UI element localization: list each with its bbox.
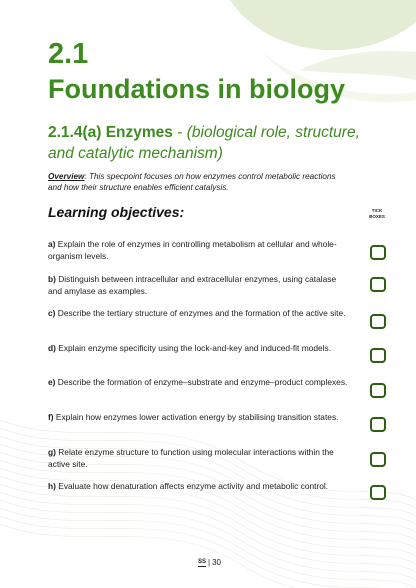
objective-f (48, 411, 348, 423)
tick-box-e[interactable] (370, 383, 386, 398)
objective-label: e) (48, 377, 56, 387)
page-footer (198, 558, 221, 567)
objective-text: Explain how enzymes lower activation energy by stabilising transition states. (53, 412, 339, 422)
subheading-separator: - (172, 124, 187, 141)
objective-label: f) (48, 412, 54, 422)
objective-c (48, 307, 348, 319)
specpoint-description: (biological role, structure, and catalytic mechanism) (48, 124, 360, 162)
overview-label: Overview (48, 172, 85, 181)
section-number: 2.1 (48, 38, 89, 70)
objective-text: Explain the role of enzymes in controlling metabolism at cellular and whole-organism levels. (48, 239, 337, 261)
objective-a (48, 238, 348, 262)
objective-text: Relate enzyme structure to function using molecular interactions within the active site. (48, 447, 334, 469)
objective-d (48, 342, 348, 354)
objective-b (48, 273, 348, 297)
objective-text: Evaluate how denaturation affects enzyme activity and metabolic control. (55, 481, 329, 491)
tick-box-c[interactable] (370, 314, 386, 329)
objective-text: Describe the tertiary structure of enzymes and the formation of the active site. (55, 308, 346, 318)
footer-divider: | (208, 558, 211, 567)
brand-logo: SS (198, 558, 207, 565)
objective-e (48, 376, 348, 388)
tick-box-a[interactable] (370, 245, 386, 260)
objective-label: b) (48, 274, 56, 284)
tick-box-f[interactable] (370, 417, 386, 432)
tick-box-h[interactable] (370, 485, 386, 500)
objective-label: a) (48, 239, 56, 249)
tick-box-d[interactable] (370, 348, 386, 363)
tick-box-b[interactable] (370, 277, 386, 292)
objective-h (48, 480, 348, 492)
page-number: 30 (212, 558, 221, 567)
learning-objectives-heading: Learning objectives: (48, 204, 185, 220)
objective-label: c) (48, 308, 56, 318)
objective-text: Distinguish between intracellular and extracellular enzymes, using catalase and amylase as examples. (48, 274, 337, 296)
specpoint-code: 2.1.4(a) Enzymes (48, 124, 173, 141)
objective-label: d) (48, 343, 56, 353)
objective-label: g) (48, 447, 56, 457)
tick-boxes-header: TICK BOXES (369, 208, 385, 219)
tick-box-g[interactable] (370, 452, 386, 467)
specpoint-subheading (48, 122, 378, 164)
overview-text: : This specpoint focuses on how enzymes control metabolic reactions and how their structure enables efficient catalysis. (48, 172, 336, 192)
objective-label: h) (48, 481, 56, 491)
overview-paragraph (48, 171, 348, 193)
objective-text: Explain enzyme specificity using the lock-and-key and induced-fit models. (55, 343, 332, 353)
objective-g (48, 446, 348, 470)
page-title: Foundations in biology (48, 74, 345, 104)
objective-text: Describe the formation of enzyme–substrate and enzyme–product complexes. (55, 377, 348, 387)
